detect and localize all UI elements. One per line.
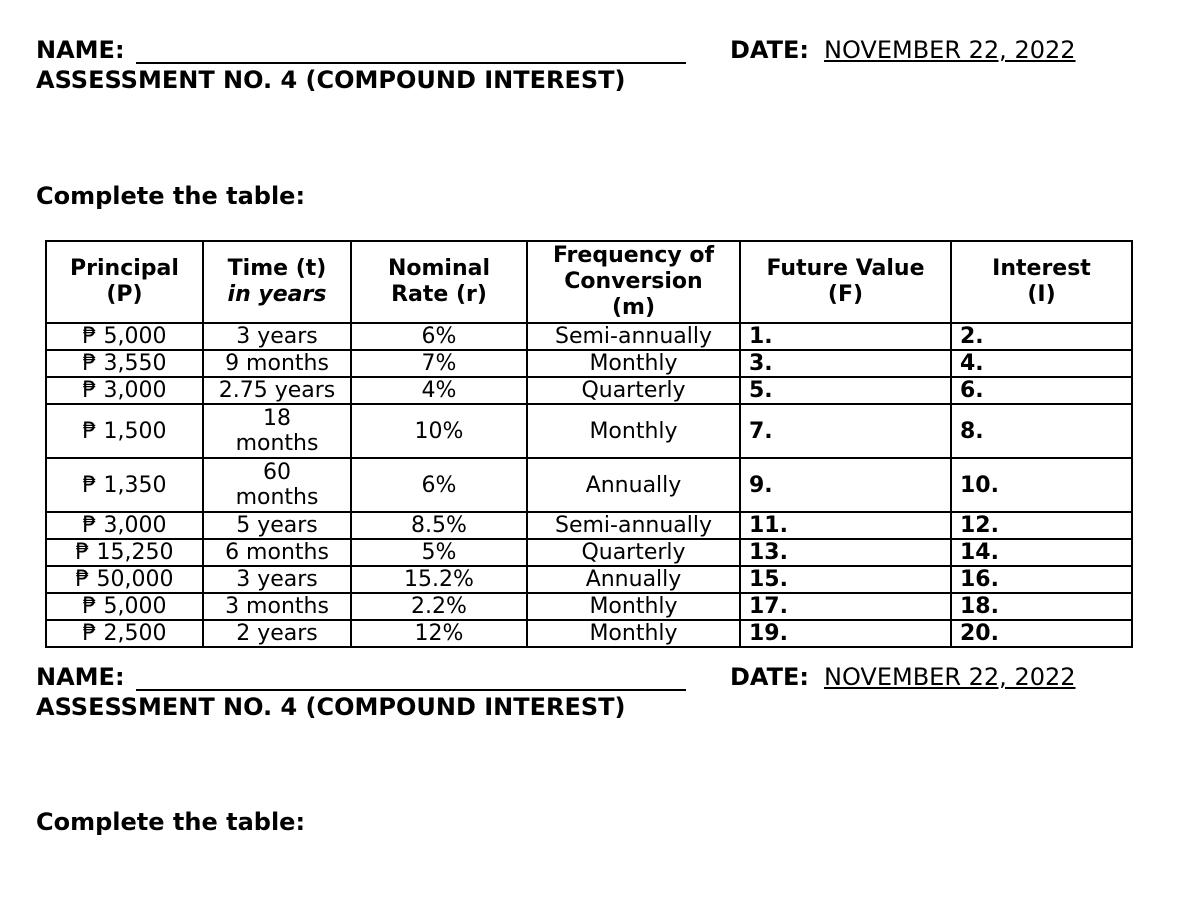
header-rate-symbol: Rate (r) xyxy=(391,282,487,307)
cell-principal: ₱ 1,500 xyxy=(46,404,203,458)
cell-rate: 6% xyxy=(351,458,527,512)
cell-frequency: Semi-annually xyxy=(527,323,740,350)
cell-rate: 7% xyxy=(351,350,527,377)
cell-principal: ₱ 1,350 xyxy=(46,458,203,512)
header-top xyxy=(36,36,1136,100)
header-time-unit: in years xyxy=(227,282,327,307)
cell-time: 3 years xyxy=(203,566,351,593)
header-principal xyxy=(46,241,203,323)
cell-time xyxy=(203,404,351,458)
header-principal-label: Principal xyxy=(70,256,179,281)
header-fv-symbol: (F) xyxy=(827,282,864,307)
cell-interest: 8. xyxy=(951,404,1132,458)
cell-future-value: 9. xyxy=(740,458,951,512)
cell-interest: 14. xyxy=(951,539,1132,566)
date-label: DATE: xyxy=(730,36,809,64)
date-value: NOVEMBER 22, 2022 xyxy=(824,36,1076,64)
cell-principal: ₱ 5,000 xyxy=(46,323,203,350)
cell-time xyxy=(203,458,351,512)
cell-frequency: Monthly xyxy=(527,593,740,620)
cell-frequency: Monthly xyxy=(527,350,740,377)
table-row xyxy=(46,323,1132,350)
cell-time: 3 months xyxy=(203,593,351,620)
instruction-text: Complete the table: xyxy=(36,182,306,210)
cell-principal: ₱ 3,000 xyxy=(46,377,203,404)
header-frequency-line2: Conversion xyxy=(564,269,703,294)
cell-interest: 10. xyxy=(951,458,1132,512)
cell-frequency: Annually xyxy=(527,458,740,512)
cell-rate: 10% xyxy=(351,404,527,458)
cell-future-value: 11. xyxy=(740,512,951,539)
header-interest xyxy=(951,241,1132,323)
cell-rate: 5% xyxy=(351,539,527,566)
cell-time: 2.75 years xyxy=(203,377,351,404)
cell-frequency: Monthly xyxy=(527,620,740,647)
header-future-value xyxy=(740,241,951,323)
cell-principal: ₱ 3,550 xyxy=(46,350,203,377)
assessment-title: ASSESSMENT NO. 4 (COMPOUND INTEREST) xyxy=(36,66,626,94)
cell-interest: 2. xyxy=(951,323,1132,350)
header-fv-label: Future Value xyxy=(766,256,925,281)
table-row xyxy=(46,620,1132,647)
header-interest-label: Interest xyxy=(992,256,1091,281)
cell-frequency: Semi-annually xyxy=(527,512,740,539)
cell-time-number: 18 xyxy=(263,406,291,431)
cell-principal: ₱ 50,000 xyxy=(46,566,203,593)
cell-future-value: 13. xyxy=(740,539,951,566)
cell-future-value: 3. xyxy=(740,350,951,377)
name-blank-line xyxy=(136,62,686,64)
compound-interest-table xyxy=(45,240,1133,648)
cell-future-value: 5. xyxy=(740,377,951,404)
cell-time-unit: months xyxy=(235,431,319,456)
name-blank-line xyxy=(136,689,686,691)
cell-time: 2 years xyxy=(203,620,351,647)
cell-future-value: 19. xyxy=(740,620,951,647)
instruction-text: Complete the table: xyxy=(36,808,306,836)
cell-frequency: Quarterly xyxy=(527,377,740,404)
cell-time: 6 months xyxy=(203,539,351,566)
header-time-label: Time (t) xyxy=(227,256,327,281)
table-row xyxy=(46,539,1132,566)
cell-future-value: 17. xyxy=(740,593,951,620)
table-row xyxy=(46,566,1132,593)
cell-rate: 8.5% xyxy=(351,512,527,539)
cell-rate: 6% xyxy=(351,323,527,350)
header-rate-label: Nominal xyxy=(387,256,491,281)
header-frequency-line3: (m) xyxy=(611,295,656,320)
cell-rate: 15.2% xyxy=(351,566,527,593)
cell-rate: 4% xyxy=(351,377,527,404)
header-frequency xyxy=(527,241,740,323)
cell-rate: 12% xyxy=(351,620,527,647)
header-time xyxy=(203,241,351,323)
name-label: NAME: xyxy=(36,663,125,691)
cell-principal: ₱ 5,000 xyxy=(46,593,203,620)
table-row xyxy=(46,404,1132,458)
table-row xyxy=(46,512,1132,539)
cell-time: 9 months xyxy=(203,350,351,377)
cell-rate: 2.2% xyxy=(351,593,527,620)
cell-interest: 4. xyxy=(951,350,1132,377)
cell-interest: 20. xyxy=(951,620,1132,647)
table-row xyxy=(46,350,1132,377)
cell-future-value: 15. xyxy=(740,566,951,593)
table-row xyxy=(46,458,1132,512)
date-value: NOVEMBER 22, 2022 xyxy=(824,663,1076,691)
table-header-row xyxy=(46,241,1132,323)
table-row xyxy=(46,593,1132,620)
header-rate xyxy=(351,241,527,323)
header-principal-symbol: (P) xyxy=(106,282,143,307)
cell-frequency: Annually xyxy=(527,566,740,593)
cell-time: 3 years xyxy=(203,323,351,350)
cell-future-value: 1. xyxy=(740,323,951,350)
cell-frequency: Quarterly xyxy=(527,539,740,566)
cell-principal: ₱ 3,000 xyxy=(46,512,203,539)
cell-time: 5 years xyxy=(203,512,351,539)
cell-interest: 16. xyxy=(951,566,1132,593)
cell-interest: 6. xyxy=(951,377,1132,404)
name-label: NAME: xyxy=(36,36,125,64)
cell-time-number: 60 xyxy=(263,460,291,485)
header-frequency-line1: Frequency of xyxy=(552,243,715,268)
cell-time-unit: months xyxy=(235,485,319,510)
cell-frequency: Monthly xyxy=(527,404,740,458)
header-repeat xyxy=(36,663,1136,727)
assessment-title: ASSESSMENT NO. 4 (COMPOUND INTEREST) xyxy=(36,693,626,721)
table-row xyxy=(46,377,1132,404)
header-interest-symbol: (I) xyxy=(1027,282,1056,307)
cell-future-value: 7. xyxy=(740,404,951,458)
date-label: DATE: xyxy=(730,663,809,691)
cell-principal: ₱ 15,250 xyxy=(46,539,203,566)
cell-principal: ₱ 2,500 xyxy=(46,620,203,647)
cell-interest: 18. xyxy=(951,593,1132,620)
cell-interest: 12. xyxy=(951,512,1132,539)
